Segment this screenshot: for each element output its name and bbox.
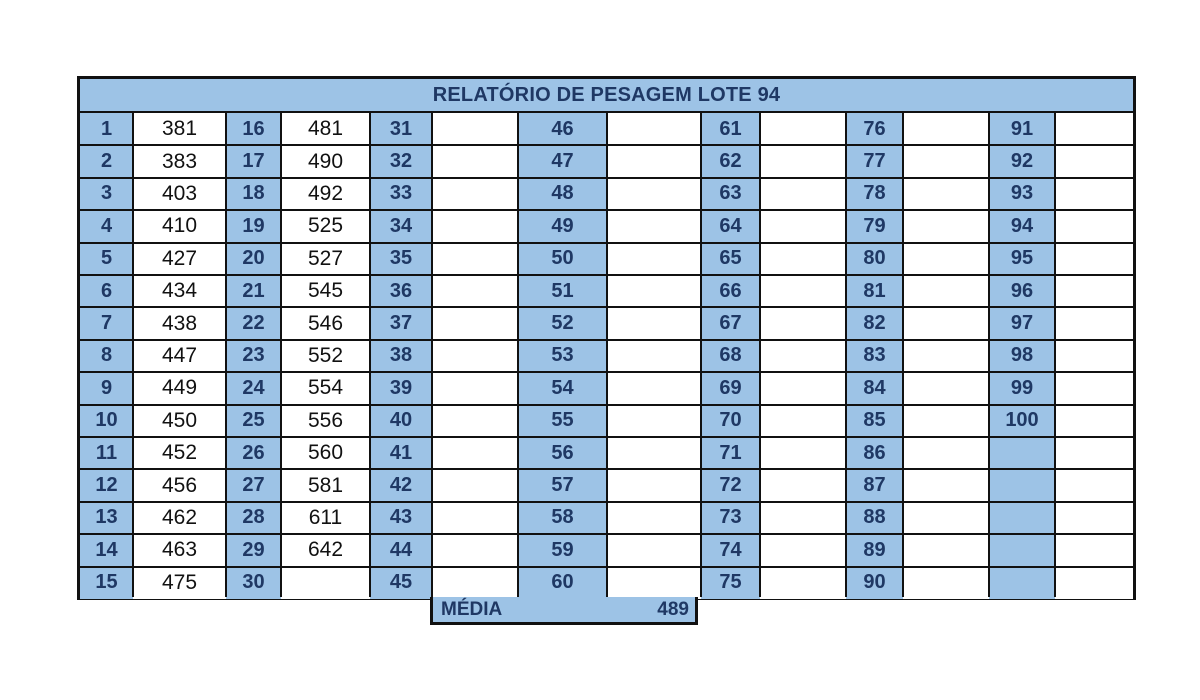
weight-value-cell: 492 bbox=[281, 178, 370, 210]
weight-value-cell bbox=[432, 534, 518, 566]
weight-value-cell: 552 bbox=[281, 340, 370, 372]
weight-value-cell: 452 bbox=[133, 437, 226, 469]
row-number-cell: 87 bbox=[846, 469, 903, 501]
weight-value-cell bbox=[607, 372, 701, 404]
column-divider bbox=[431, 113, 433, 597]
row-number-cell: 35 bbox=[370, 243, 432, 275]
weight-value-cell bbox=[903, 502, 989, 534]
row-number-cell: 49 bbox=[518, 210, 607, 242]
row-number-cell: 55 bbox=[518, 405, 607, 437]
row-number-cell: 65 bbox=[701, 243, 760, 275]
weight-value-cell bbox=[607, 243, 701, 275]
row-number-cell: 6 bbox=[80, 275, 133, 307]
row-number-cell: 96 bbox=[989, 275, 1055, 307]
row-number-cell: 17 bbox=[226, 145, 281, 177]
weight-value-cell: 449 bbox=[133, 372, 226, 404]
row-number-cell: 13 bbox=[80, 502, 133, 534]
weight-value-cell bbox=[760, 145, 846, 177]
weight-value-cell bbox=[281, 567, 370, 599]
weight-value-cell bbox=[1055, 405, 1133, 437]
row-number-cell: 38 bbox=[370, 340, 432, 372]
weight-value-cell bbox=[607, 275, 701, 307]
row-number-cell: 80 bbox=[846, 243, 903, 275]
row-number-cell: 86 bbox=[846, 437, 903, 469]
row-number-cell: 67 bbox=[701, 307, 760, 339]
weight-value-cell: 434 bbox=[133, 275, 226, 307]
row-number-cell: 95 bbox=[989, 243, 1055, 275]
weight-value-cell bbox=[432, 210, 518, 242]
weight-value-cell bbox=[760, 469, 846, 501]
row-number-cell: 28 bbox=[226, 502, 281, 534]
row-number-cell: 11 bbox=[80, 437, 133, 469]
weight-value-cell bbox=[903, 210, 989, 242]
weight-value-cell bbox=[607, 307, 701, 339]
weight-value-cell: 475 bbox=[133, 567, 226, 599]
weight-value-cell bbox=[1055, 275, 1133, 307]
weight-value-cell: 560 bbox=[281, 437, 370, 469]
weight-value-cell bbox=[1055, 145, 1133, 177]
weight-value-cell bbox=[903, 243, 989, 275]
weight-value-cell bbox=[903, 372, 989, 404]
row-number-cell: 42 bbox=[370, 469, 432, 501]
row-number-cell: 43 bbox=[370, 502, 432, 534]
row-number-cell: 71 bbox=[701, 437, 760, 469]
average-value: 489 bbox=[657, 598, 689, 620]
weight-value-cell: 427 bbox=[133, 243, 226, 275]
weight-value-cell: 642 bbox=[281, 534, 370, 566]
column-divider bbox=[988, 113, 990, 597]
weight-value-cell: 456 bbox=[133, 469, 226, 501]
weight-value-cell bbox=[432, 307, 518, 339]
row-number-cell: 10 bbox=[80, 405, 133, 437]
weight-value-cell bbox=[607, 502, 701, 534]
row-number-cell: 100 bbox=[989, 405, 1055, 437]
weight-value-cell: 463 bbox=[133, 534, 226, 566]
row-number-cell: 56 bbox=[518, 437, 607, 469]
row-number-cell: 3 bbox=[80, 178, 133, 210]
row-number-cell: 15 bbox=[80, 567, 133, 599]
row-number-cell: 46 bbox=[518, 113, 607, 145]
weight-value-cell bbox=[903, 405, 989, 437]
row-number-cell: 66 bbox=[701, 275, 760, 307]
weight-value-cell bbox=[903, 307, 989, 339]
row-number-cell: 37 bbox=[370, 307, 432, 339]
weight-value-cell bbox=[1055, 502, 1133, 534]
row-number-cell: 31 bbox=[370, 113, 432, 145]
column-divider bbox=[700, 113, 702, 597]
row-number-cell: 47 bbox=[518, 145, 607, 177]
weight-value-cell: 611 bbox=[281, 502, 370, 534]
weight-value-cell bbox=[903, 567, 989, 599]
weight-value-cell bbox=[432, 178, 518, 210]
row-number-cell: 93 bbox=[989, 178, 1055, 210]
row-number-cell: 75 bbox=[701, 567, 760, 599]
weight-value-cell bbox=[1055, 113, 1133, 145]
weight-value-cell: 527 bbox=[281, 243, 370, 275]
weight-value-cell bbox=[432, 405, 518, 437]
weight-value-cell: 490 bbox=[281, 145, 370, 177]
weight-value-cell bbox=[760, 275, 846, 307]
weight-value-cell bbox=[1055, 372, 1133, 404]
weight-value-cell bbox=[760, 307, 846, 339]
weight-value-cell bbox=[1055, 469, 1133, 501]
weight-value-cell bbox=[432, 243, 518, 275]
row-number-cell: 63 bbox=[701, 178, 760, 210]
row-number-cell: 84 bbox=[846, 372, 903, 404]
weight-value-cell bbox=[760, 405, 846, 437]
weight-value-cell bbox=[607, 567, 701, 599]
row-number-cell: 34 bbox=[370, 210, 432, 242]
weight-value-cell bbox=[432, 113, 518, 145]
row-number-cell: 44 bbox=[370, 534, 432, 566]
average-summary bbox=[430, 597, 698, 625]
weight-value-cell bbox=[760, 243, 846, 275]
weight-value-cell bbox=[607, 340, 701, 372]
row-number-cell bbox=[989, 534, 1055, 566]
weight-value-cell: 410 bbox=[133, 210, 226, 242]
column-divider bbox=[369, 113, 371, 597]
row-number-cell: 81 bbox=[846, 275, 903, 307]
row-number-cell: 21 bbox=[226, 275, 281, 307]
weight-value-cell bbox=[432, 340, 518, 372]
weight-value-cell bbox=[607, 113, 701, 145]
row-number-cell: 18 bbox=[226, 178, 281, 210]
column-divider bbox=[759, 113, 761, 597]
weighing-report-table bbox=[77, 76, 1136, 600]
weight-value-cell: 545 bbox=[281, 275, 370, 307]
weight-value-cell: 381 bbox=[133, 113, 226, 145]
row-number-cell: 88 bbox=[846, 502, 903, 534]
column-divider bbox=[517, 113, 519, 597]
row-number-cell: 52 bbox=[518, 307, 607, 339]
row-number-cell: 40 bbox=[370, 405, 432, 437]
weight-value-cell bbox=[903, 145, 989, 177]
weight-value-cell bbox=[1055, 534, 1133, 566]
row-number-cell: 7 bbox=[80, 307, 133, 339]
weight-value-cell: 438 bbox=[133, 307, 226, 339]
row-number-cell: 58 bbox=[518, 502, 607, 534]
row-number-cell: 54 bbox=[518, 372, 607, 404]
row-number-cell: 33 bbox=[370, 178, 432, 210]
weight-value-cell bbox=[760, 210, 846, 242]
row-number-cell: 8 bbox=[80, 340, 133, 372]
weight-value-cell: 581 bbox=[281, 469, 370, 501]
weight-value-cell bbox=[607, 534, 701, 566]
column-divider bbox=[280, 113, 282, 597]
row-number-cell: 5 bbox=[80, 243, 133, 275]
weight-value-cell bbox=[1055, 307, 1133, 339]
weight-value-cell bbox=[1055, 340, 1133, 372]
row-number-cell: 99 bbox=[989, 372, 1055, 404]
weight-value-cell bbox=[1055, 243, 1133, 275]
row-number-cell: 78 bbox=[846, 178, 903, 210]
row-number-cell: 72 bbox=[701, 469, 760, 501]
row-number-cell: 16 bbox=[226, 113, 281, 145]
row-number-cell: 60 bbox=[518, 567, 607, 599]
row-number-cell: 53 bbox=[518, 340, 607, 372]
row-number-cell: 59 bbox=[518, 534, 607, 566]
weight-value-cell bbox=[607, 405, 701, 437]
row-number-cell: 92 bbox=[989, 145, 1055, 177]
weight-value-cell bbox=[432, 502, 518, 534]
weight-value-cell bbox=[1055, 178, 1133, 210]
weight-value-cell: 383 bbox=[133, 145, 226, 177]
weight-value-cell bbox=[1055, 437, 1133, 469]
row-number-cell bbox=[989, 469, 1055, 501]
row-number-cell: 32 bbox=[370, 145, 432, 177]
row-number-cell: 30 bbox=[226, 567, 281, 599]
weight-value-cell: 447 bbox=[133, 340, 226, 372]
row-number-cell: 23 bbox=[226, 340, 281, 372]
weight-value-cell bbox=[607, 210, 701, 242]
weight-value-cell bbox=[760, 534, 846, 566]
weight-value-cell: 450 bbox=[133, 405, 226, 437]
row-number-cell: 98 bbox=[989, 340, 1055, 372]
row-number-cell: 62 bbox=[701, 145, 760, 177]
row-number-cell: 77 bbox=[846, 145, 903, 177]
weight-value-cell: 546 bbox=[281, 307, 370, 339]
row-number-cell: 83 bbox=[846, 340, 903, 372]
row-number-cell: 90 bbox=[846, 567, 903, 599]
weight-value-cell: 554 bbox=[281, 372, 370, 404]
column-divider bbox=[1054, 113, 1056, 597]
row-number-cell: 70 bbox=[701, 405, 760, 437]
row-number-cell: 22 bbox=[226, 307, 281, 339]
weight-value-cell bbox=[432, 469, 518, 501]
row-number-cell: 61 bbox=[701, 113, 760, 145]
row-number-cell bbox=[989, 502, 1055, 534]
weight-value-cell bbox=[903, 178, 989, 210]
weight-value-cell bbox=[760, 502, 846, 534]
report-title: RELATÓRIO DE PESAGEM LOTE 94 bbox=[80, 79, 1133, 113]
row-number-cell: 2 bbox=[80, 145, 133, 177]
weight-value-cell bbox=[607, 145, 701, 177]
weight-value-cell bbox=[607, 469, 701, 501]
row-number-cell: 27 bbox=[226, 469, 281, 501]
weight-value-cell bbox=[760, 113, 846, 145]
weight-value-cell bbox=[432, 372, 518, 404]
row-number-cell: 29 bbox=[226, 534, 281, 566]
column-divider bbox=[225, 113, 227, 597]
row-number-cell: 89 bbox=[846, 534, 903, 566]
weight-value-cell: 462 bbox=[133, 502, 226, 534]
row-number-cell: 20 bbox=[226, 243, 281, 275]
row-number-cell: 41 bbox=[370, 437, 432, 469]
column-divider bbox=[845, 113, 847, 597]
row-number-cell: 39 bbox=[370, 372, 432, 404]
row-number-cell: 25 bbox=[226, 405, 281, 437]
row-number-cell: 12 bbox=[80, 469, 133, 501]
row-number-cell: 68 bbox=[701, 340, 760, 372]
weight-value-cell bbox=[607, 437, 701, 469]
weight-value-cell bbox=[607, 178, 701, 210]
row-number-cell: 85 bbox=[846, 405, 903, 437]
weight-value-cell bbox=[1055, 210, 1133, 242]
row-number-cell: 94 bbox=[989, 210, 1055, 242]
weight-value-cell bbox=[903, 275, 989, 307]
row-number-cell: 51 bbox=[518, 275, 607, 307]
column-divider bbox=[132, 113, 134, 597]
row-number-cell: 19 bbox=[226, 210, 281, 242]
row-number-cell: 26 bbox=[226, 437, 281, 469]
row-number-cell: 14 bbox=[80, 534, 133, 566]
weight-value-cell bbox=[760, 567, 846, 599]
row-number-cell: 24 bbox=[226, 372, 281, 404]
row-number-cell: 57 bbox=[518, 469, 607, 501]
row-number-cell: 9 bbox=[80, 372, 133, 404]
weight-value-cell bbox=[432, 145, 518, 177]
weight-value-cell bbox=[760, 372, 846, 404]
column-divider bbox=[606, 113, 608, 597]
weight-value-cell bbox=[903, 534, 989, 566]
weight-value-cell: 403 bbox=[133, 178, 226, 210]
row-number-cell: 76 bbox=[846, 113, 903, 145]
row-number-cell: 69 bbox=[701, 372, 760, 404]
row-number-cell bbox=[989, 437, 1055, 469]
weight-value-cell bbox=[1055, 567, 1133, 599]
weight-value-cell bbox=[760, 340, 846, 372]
row-number-cell: 36 bbox=[370, 275, 432, 307]
row-number-cell: 4 bbox=[80, 210, 133, 242]
row-number-cell: 73 bbox=[701, 502, 760, 534]
weight-value-cell: 525 bbox=[281, 210, 370, 242]
row-number-cell: 97 bbox=[989, 307, 1055, 339]
weight-value-cell bbox=[432, 437, 518, 469]
row-number-cell: 50 bbox=[518, 243, 607, 275]
weight-value-cell bbox=[903, 437, 989, 469]
row-number-cell bbox=[989, 567, 1055, 599]
weight-value-cell bbox=[760, 178, 846, 210]
row-number-cell: 1 bbox=[80, 113, 133, 145]
row-number-cell: 79 bbox=[846, 210, 903, 242]
weight-value-cell: 481 bbox=[281, 113, 370, 145]
weight-value-cell bbox=[903, 340, 989, 372]
weight-value-cell bbox=[903, 113, 989, 145]
row-number-cell: 45 bbox=[370, 567, 432, 599]
weight-value-cell bbox=[432, 567, 518, 599]
weight-value-cell bbox=[760, 437, 846, 469]
weight-value-cell bbox=[432, 275, 518, 307]
average-label: MÉDIA bbox=[441, 598, 503, 620]
weight-value-cell: 556 bbox=[281, 405, 370, 437]
row-number-cell: 91 bbox=[989, 113, 1055, 145]
column-divider bbox=[902, 113, 904, 597]
row-number-cell: 48 bbox=[518, 178, 607, 210]
row-number-cell: 74 bbox=[701, 534, 760, 566]
weight-value-cell bbox=[903, 469, 989, 501]
row-number-cell: 64 bbox=[701, 210, 760, 242]
row-number-cell: 82 bbox=[846, 307, 903, 339]
